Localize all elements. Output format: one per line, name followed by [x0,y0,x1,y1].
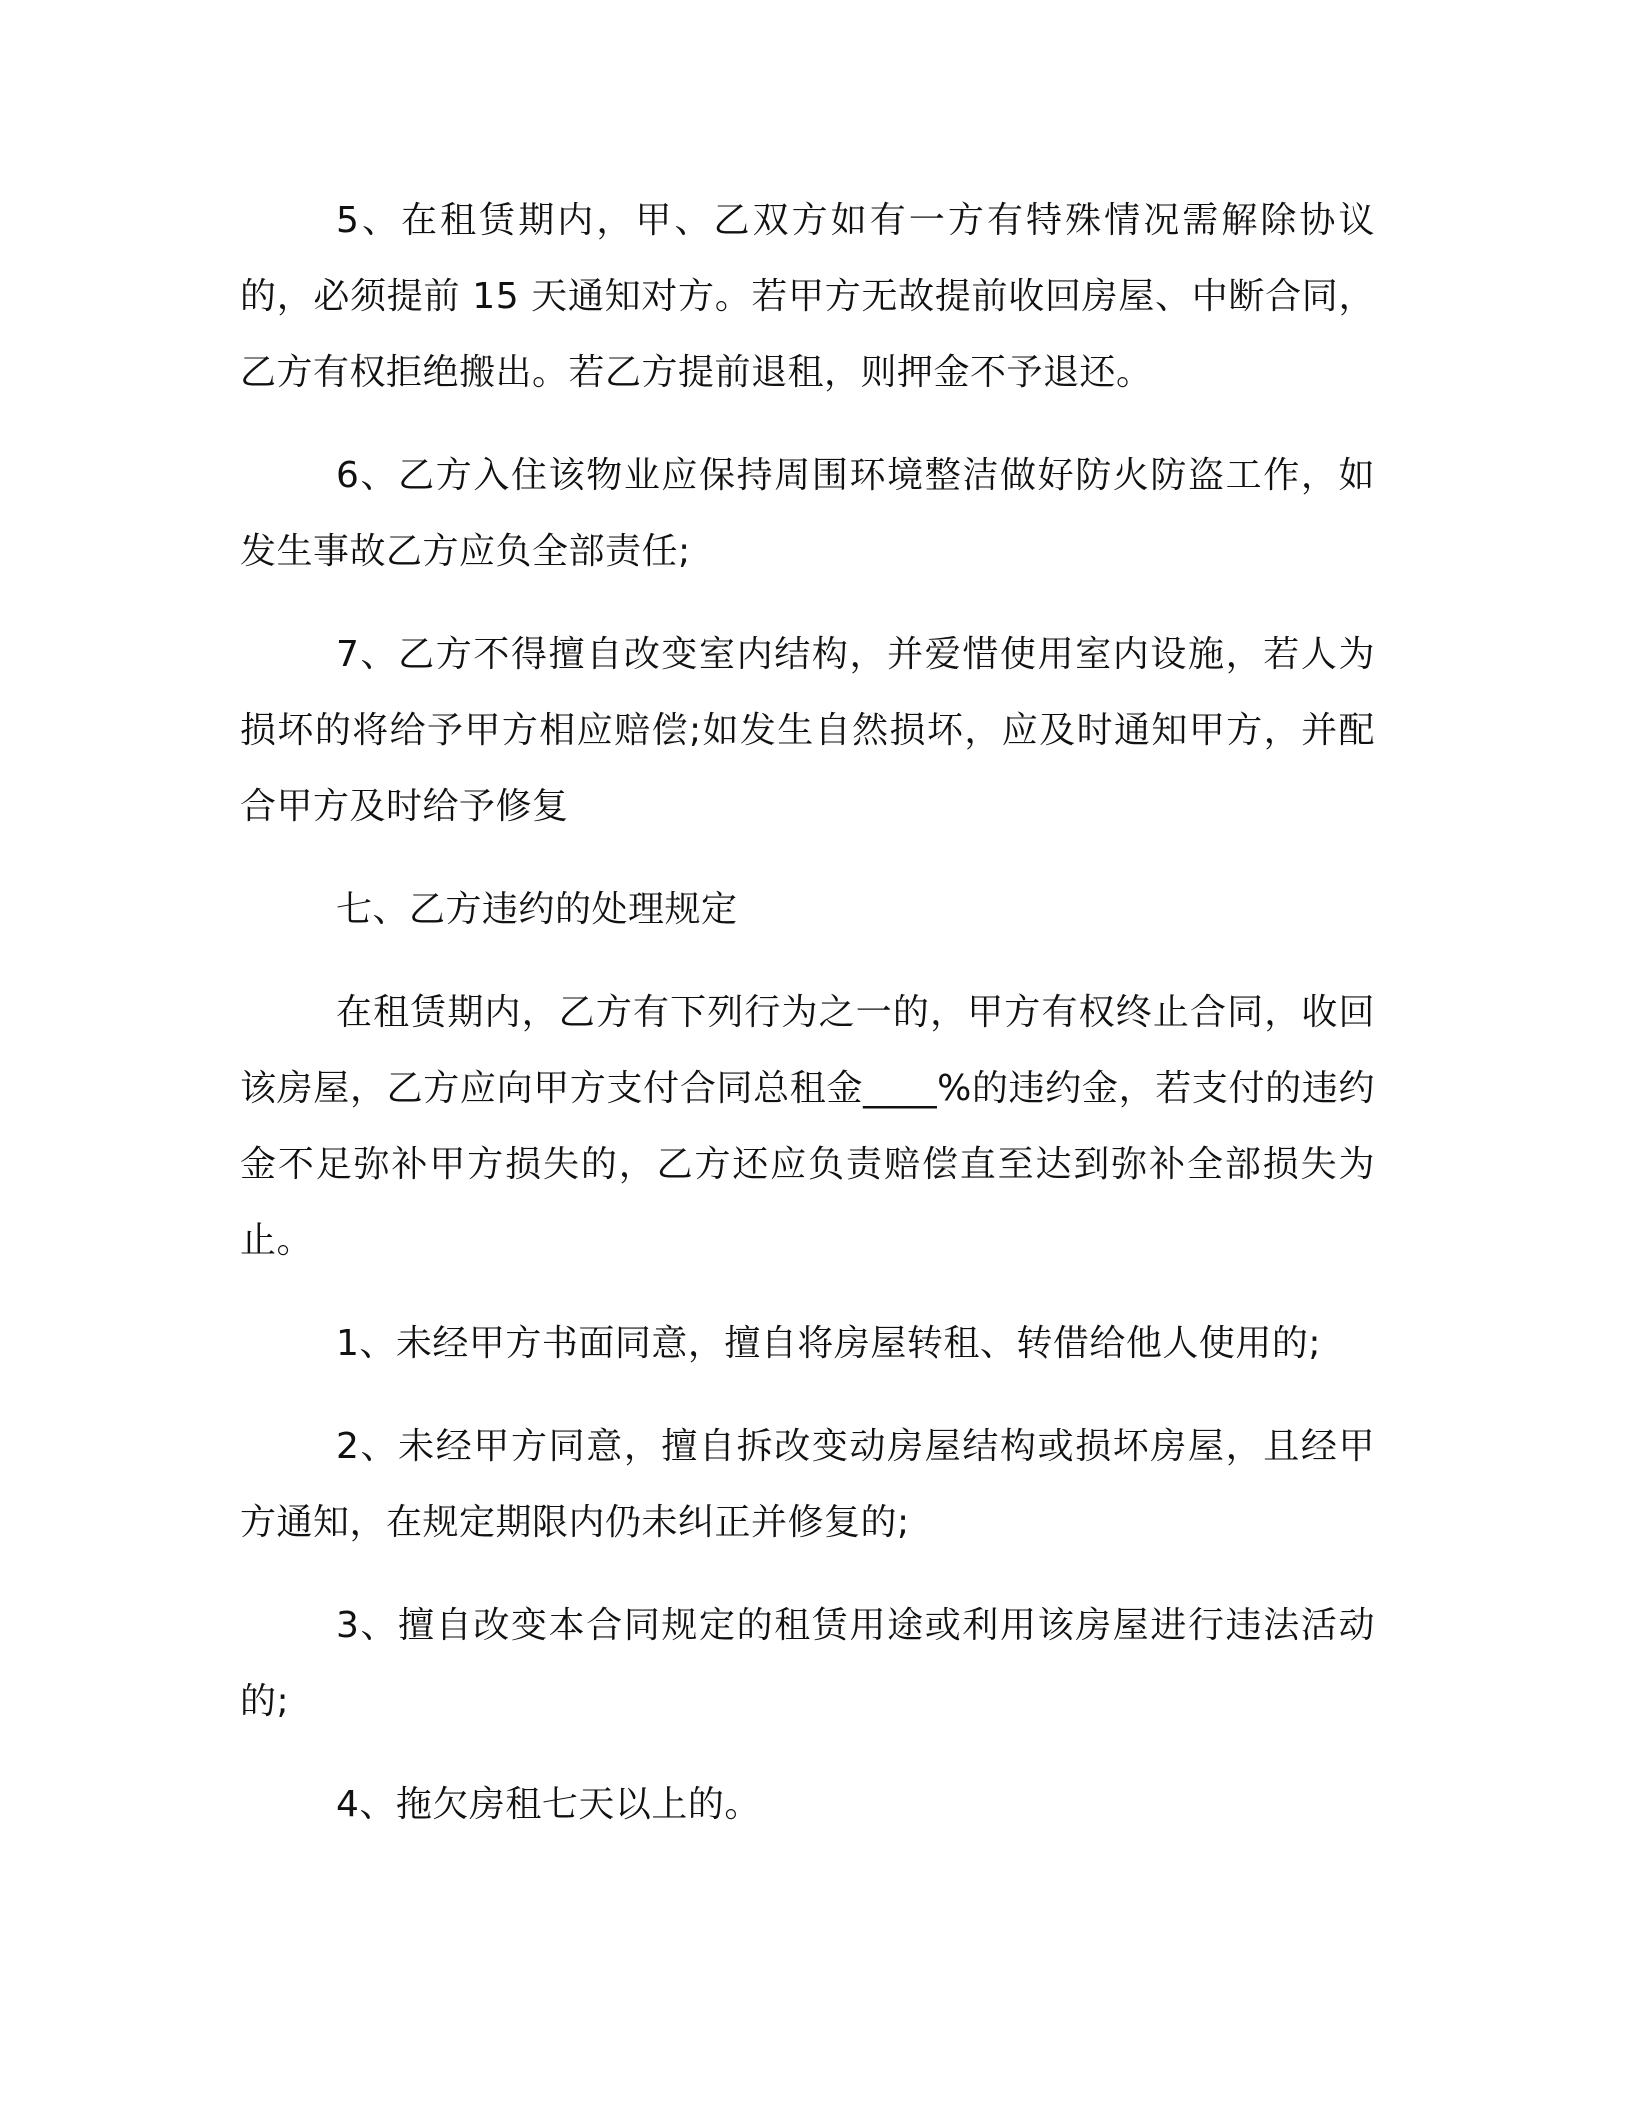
breach-item-1: 1、未经甲方书面同意，擅自将房屋转租、转借给他人使用的; [336,1323,1322,1364]
breach-item-3: 3、擅自改变本合同规定的租赁用途或利用该房屋进行违法活动的; [240,1605,1375,1722]
section-heading-breach: 七、乙方违约的处理规定 [336,889,738,930]
breach-item-4: 4、拖欠房租七天以上的。 [336,1784,761,1825]
clause-6-paragraph: 6、乙方入住该物业应保持周围环境整洁做好防火防盗工作，如发生事故乙方应负全部责任; [240,455,1375,572]
clause-5-paragraph: 5、在租赁期内，甲、乙双方如有一方有特殊情况需解除协议的，必须提前 15 天通知对方。若甲方无故提前收回房屋、中断合同，乙方有权拒绝搬出。若乙方提前退租，则押金不予退还。 [240,200,1375,393]
breach-item-2: 2、未经甲方同意，擅自拆改变动房屋结构或损坏房屋，且经甲方通知，在规定期限内仍未纠正并修复的; [240,1426,1375,1543]
clause-7-paragraph: 7、乙方不得擅自改变室内结构，并爱惜使用室内设施，若人为损坏的将给予甲方相应赔偿;如发生自然损坏，应及时通知甲方，并配合甲方及时给予修复 [240,634,1375,827]
breach-intro-paragraph: 在租赁期内，乙方有下列行为之一的，甲方有权终止合同，收回该房屋，乙方应向甲方支付合同总租金____%的违约金，若支付的违约金不足弥补甲方损失的，乙方还应负责赔偿直至达到弥补全部损失为止。 [240,992,1375,1261]
document-body [240,183,1375,1870]
